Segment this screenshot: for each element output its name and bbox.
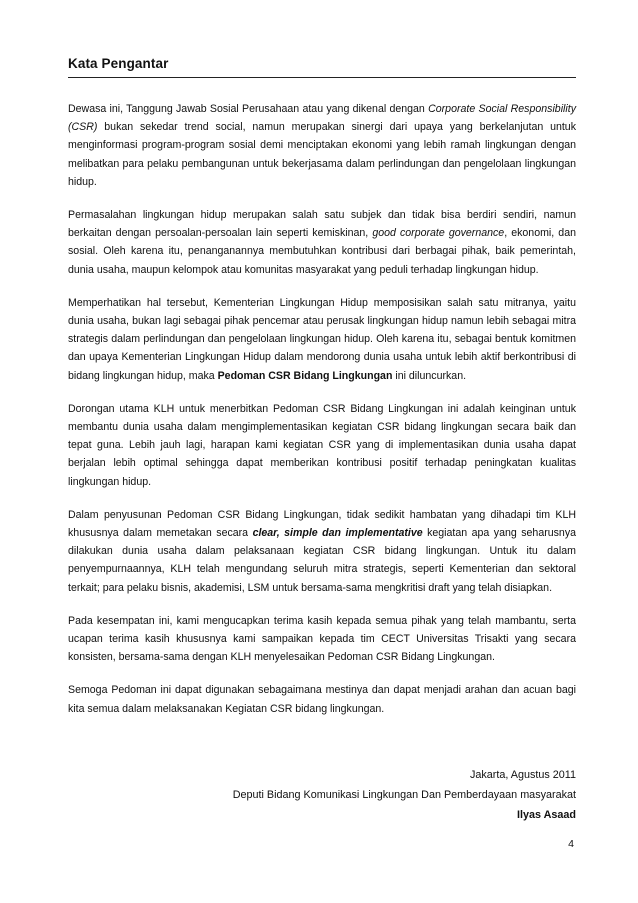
header-divider bbox=[68, 77, 576, 78]
signature-position: Deputi Bidang Komunikasi Lingkungan Dan Pemberdayaan masyarakat bbox=[232, 789, 576, 801]
signature-block bbox=[233, 765, 576, 825]
body-text bbox=[68, 100, 576, 733]
paragraph bbox=[68, 206, 576, 279]
signature-name: Ilyas Asaad bbox=[516, 809, 576, 821]
page-title: Kata Pengantar bbox=[68, 56, 169, 71]
paragraph-text: Dalam penyusunan Pedoman CSR Bidang Lingkungan, tidak sedikit hambatan yang dihadapi tim KLH khususnya dalam memetakan secara bbox=[68, 508, 576, 540]
paragraph bbox=[68, 612, 576, 667]
paragraph bbox=[68, 294, 576, 385]
page-number: 4 bbox=[568, 838, 574, 850]
signature-place-date: Jakarta, Agustus 2011 bbox=[469, 769, 576, 781]
paragraph-text: ini diluncurkan. bbox=[392, 369, 467, 382]
paragraph-text: kegiatan apa yang seharusnya dilakukan dunia usaha dalam pelaksanaan kegiatan CSR bidang lingkungan. Untuk itu dalam penyempurnaannya, KLH telah mengundang seluruh mitra strategis, seperti Kementerian dan sektoral terkait; para pelaku bisnis, akademisi, LSM untuk bersama-sama mengkritisi draft yang telah disiapkan. bbox=[68, 527, 577, 594]
paragraph-text: Dewasa ini, Tanggung Jawab Sosial Perusahaan atau yang dikenal dengan bbox=[68, 103, 429, 115]
paragraph bbox=[68, 400, 576, 491]
paragraph bbox=[68, 681, 576, 717]
paragraph-text: Dorongan utama KLH untuk menerbitkan Pedoman CSR Bidang Lingkungan ini adalah keinginan untuk membantu dunia usaha dalam mengimplementasikan kegiatan CSR bidang lingkungan secara baik dan tepat guna. Lebih jauh lagi, harapan kami kegiatan CSR yang di implementasikan dunia usaha dapat berjalan lebih optimal sehingga dapat memberikan kontribusi positif terhadap peningkatan kualitas lingkungan hidup. bbox=[68, 402, 576, 488]
bold-text: Pedoman CSR Bidang Lingkungan bbox=[217, 369, 393, 382]
paragraph-text: Memperhatikan hal tersebut, Kementerian Lingkungan Hidup memposisikan salah satu mitranya, yaitu dunia usaha, bukan lagi sebagai pihak pencemar atau perusak lingkungan hidup namun lebih sebagai mitra strategis dalam perlindungan dan pengelolaan lingkungan hidup. Oleh karena itu, sebagai bentuk komitmen dan upaya Kementerian Lingkungan Hidup dalam mendorong dunia usaha untuk lebih aktif berkontribusi di bidang lingkungan hidup, maka bbox=[68, 296, 576, 382]
paragraph-text: , ekonomi, dan sosial. Oleh karena itu, penanganannya membutuhkan kontribusi dari berbagai pihak, baik pemerintah, dunia usaha, maupun kelompok atau komunitas masyarakat yang peduli terhadap lingkungan hidup. bbox=[68, 227, 576, 276]
paragraph-text: Pada kesempatan ini, kami mengucapkan terima kasih kepada semua pihak yang telah mambantu, serta ucapan terima kasih khususnya kami sampaikan kepada tim CECT Universitas Trisakti yang secara konsisten, bersama-sama dengan KLH menyelesaikan Pedoman CSR Bidang Lingkungan. bbox=[68, 614, 576, 664]
paragraph bbox=[68, 100, 576, 191]
paragraph-text: Permasalahan lingkungan hidup merupakan salah satu subjek dan tidak bisa berdiri sendiri, namun berkaitan dengan persoalan-persoalan lain seperti kemiskinan, bbox=[68, 209, 576, 240]
paragraph bbox=[68, 506, 576, 597]
italic-text: good corporate governance bbox=[372, 227, 505, 240]
paragraph-text: bukan sekedar trend social, namun merupakan sinergi dari upaya yang berkelanjutan untuk menginformasi program-program sosial demi menciptakan ekonomi yang lebih ramah lingkungan dengan melibatkan para pelaku pembangunan untuk bekerjasama dalam perlindungan dan pengelolaan lingkungan hidup. bbox=[68, 121, 576, 188]
italic-text: Corporate Social Responsibility (CSR) bbox=[68, 103, 576, 134]
paragraph-text: Semoga Pedoman ini dapat digunakan sebagaimana mestinya dan dapat menjadi arahan dan acuan bagi kita semua dalam melaksanakan Kegiatan CSR bidang lingkungan. bbox=[68, 684, 576, 715]
bold-italic-text: clear, simple dan implementative bbox=[252, 527, 423, 540]
